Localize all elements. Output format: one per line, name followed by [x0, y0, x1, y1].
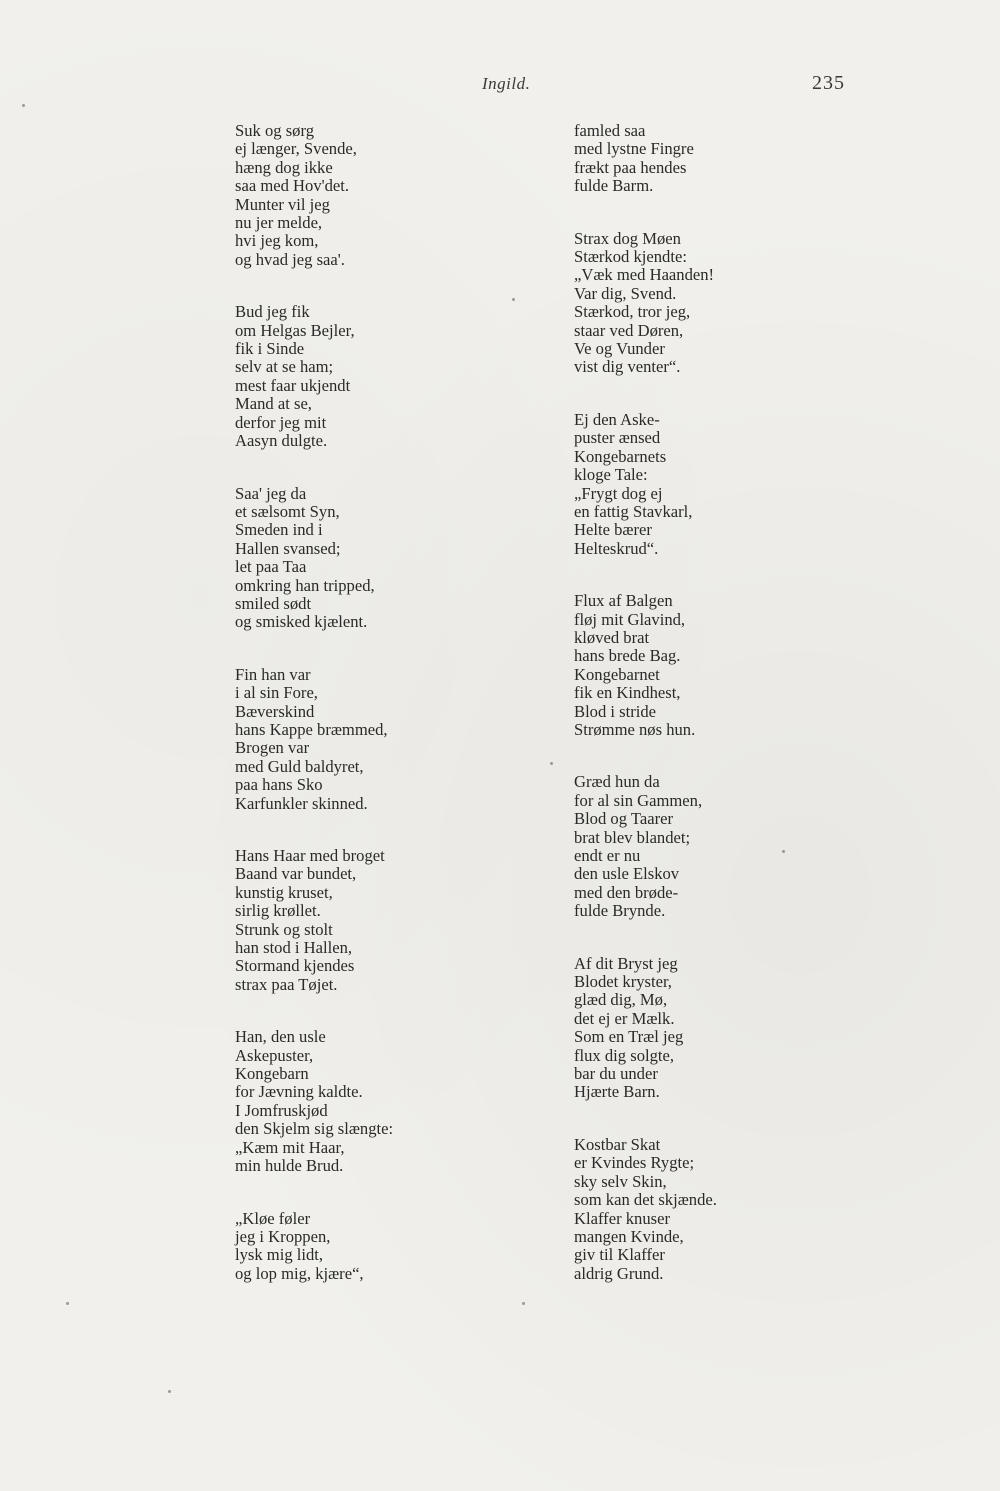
right-poem-column — [574, 122, 874, 1317]
verse-line: „Væk med Haanden! — [574, 265, 715, 285]
verse-line: Aasyn dulgte. — [235, 431, 328, 451]
verse-line: Suk og sørg — [235, 121, 314, 140]
stanza — [574, 122, 874, 196]
verse-line: og hvad jeg saa'. — [235, 249, 345, 269]
verse-line: „Frygt dog ej — [574, 483, 663, 503]
verse-line: Ve og Vunder — [574, 339, 665, 359]
stanza — [574, 411, 874, 558]
verse-line: hæng dog ikke — [235, 157, 333, 177]
verse-line: ej længer, Svende, — [235, 139, 357, 159]
verse-line: Brogen var — [235, 738, 310, 758]
left-poem-column — [235, 122, 535, 1317]
verse-line: Mand at se, — [235, 394, 312, 414]
verse-line: lysk mig lidt, — [235, 1245, 324, 1265]
verse-line: jeg i Kroppen, — [235, 1226, 331, 1246]
verse-line: Smeden ind i — [235, 520, 323, 540]
verse-line: derfor jeg mit — [235, 412, 327, 432]
verse-line: mest faar ukjendt — [235, 375, 351, 395]
stanza — [235, 1028, 535, 1175]
verse-line: kløved brat — [574, 627, 650, 647]
verse-line: hans brede Bag. — [574, 646, 681, 666]
verse-line: Blod i stride — [574, 701, 657, 721]
verse-line: med Guld baldyret, — [235, 756, 364, 776]
stanza — [235, 1210, 535, 1284]
verse-line: „Kæm mit Haar, — [235, 1137, 345, 1157]
verse-line: mangen Kvinde, — [574, 1226, 684, 1246]
verse-line: Ej den Aske- — [574, 409, 660, 429]
verse-line: Askepuster, — [235, 1045, 314, 1065]
verse-line: flux dig solgte, — [574, 1045, 675, 1065]
verse-line: den Skjelm sig slængte: — [235, 1119, 394, 1139]
verse-line: „Kløe føler — [235, 1208, 311, 1228]
stanza — [574, 1136, 874, 1283]
verse-line: fik i Sinde — [235, 339, 305, 359]
verse-line: Blodet kryster, — [574, 972, 672, 992]
verse-line: og smisked kjælent. — [235, 612, 368, 632]
verse-line: vist dig venter“. — [574, 357, 681, 377]
stanza — [235, 485, 535, 632]
verse-line: om Helgas Bejler, — [235, 320, 355, 340]
verse-line: Blod og Taarer — [574, 809, 673, 829]
verse-line: Helte bærer — [574, 520, 652, 540]
print-speck — [22, 104, 25, 107]
verse-line: staar ved Døren, — [574, 320, 684, 340]
verse-line: er Kvindes Rygte; — [574, 1153, 695, 1173]
verse-line: endt er nu — [574, 846, 641, 865]
verse-line: let paa Taa — [235, 557, 307, 577]
verse-line: Kongebarnets — [574, 446, 667, 466]
verse-line: Karfunkler skinned. — [235, 793, 368, 813]
stanza — [574, 955, 874, 1102]
verse-line: strax paa Tøjet. — [235, 974, 338, 994]
stanza — [574, 773, 874, 920]
print-speck — [782, 850, 785, 853]
verse-line: Kongebarn — [235, 1064, 309, 1084]
verse-line: Munter vil jeg — [235, 194, 330, 214]
verse-line: Af dit Bryst jeg — [574, 953, 678, 973]
stanza — [574, 230, 874, 377]
verse-line: Bud jeg fik — [235, 302, 310, 322]
verse-line: Stærkod, tror jeg, — [574, 302, 691, 322]
verse-line: smiled sødt — [235, 593, 312, 613]
stanza — [235, 303, 535, 450]
verse-line: Græd hun da — [574, 772, 660, 792]
verse-line: Kongebarnet — [574, 664, 660, 684]
stanza — [235, 122, 535, 269]
verse-line: han stod i Hallen, — [235, 938, 353, 958]
print-speck — [66, 1302, 69, 1305]
verse-line: selv at se ham; — [235, 357, 334, 377]
verse-line: med lystne Fingre — [574, 139, 694, 159]
verse-line: Hjærte Barn. — [574, 1082, 660, 1102]
verse-line: og lop mig, kjære“, — [235, 1263, 364, 1283]
verse-line: nu jer melde, — [235, 213, 323, 233]
verse-line: i al sin Fore, — [235, 683, 318, 703]
verse-line: for al sin Gammen, — [574, 790, 703, 810]
verse-line: Stærkod kjendte: — [574, 247, 687, 267]
verse-line: Bæverskind — [235, 701, 315, 721]
verse-line: Saa' jeg da — [235, 483, 307, 503]
verse-line: Helteskrud“. — [574, 538, 659, 558]
stanza — [574, 592, 874, 739]
page-number: 235 — [812, 72, 845, 94]
verse-line: omkring han tripped, — [235, 575, 375, 595]
verse-line: Hans Haar med broget — [235, 846, 385, 865]
verse-line: den usle Elskov — [574, 864, 680, 884]
print-speck — [522, 1302, 525, 1305]
verse-line: sirlig krøllet. — [235, 901, 321, 921]
verse-line: som kan det skjænde. — [574, 1190, 717, 1210]
verse-line: puster ænsed — [574, 428, 661, 448]
verse-line: Som en Træl jeg — [574, 1027, 684, 1047]
verse-line: fløj mit Glavind, — [574, 609, 686, 629]
verse-line: saa med Hov'det. — [235, 176, 350, 196]
print-speck — [550, 762, 553, 765]
stanza — [235, 666, 535, 813]
verse-line: famled saa — [574, 121, 646, 140]
verse-line: Han, den usle — [235, 1027, 326, 1047]
verse-line: for Jævning kaldte. — [235, 1082, 363, 1102]
verse-line: Hallen svansed; — [235, 538, 341, 558]
verse-line: giv til Klaffer — [574, 1245, 665, 1265]
verse-line: glæd dig, Mø, — [574, 990, 668, 1010]
verse-line: brat blev blandet; — [574, 827, 691, 847]
verse-line: Fin han var — [235, 664, 311, 684]
verse-line: Strømme nøs hun. — [574, 719, 696, 739]
verse-line: kloge Tale: — [574, 465, 648, 485]
verse-line: Var dig, Svend. — [574, 283, 677, 303]
verse-line: fik en Kindhest, — [574, 683, 681, 703]
verse-line: Strunk og stolt — [235, 919, 333, 939]
verse-line: paa hans Sko — [235, 775, 323, 795]
stanza — [235, 847, 535, 994]
verse-line: det ej er Mælk. — [574, 1008, 675, 1028]
verse-line: kunstig kruset, — [235, 882, 333, 902]
verse-line: Baand var bundet, — [235, 864, 357, 884]
verse-line: et sælsomt Syn, — [235, 501, 340, 521]
verse-line: en fattig Stavkarl, — [574, 501, 693, 521]
verse-line: sky selv Skin, — [574, 1171, 667, 1191]
verse-line: bar du under — [574, 1064, 658, 1084]
verse-line: hans Kappe bræmmed, — [235, 719, 388, 739]
verse-line: min hulde Brud. — [235, 1156, 344, 1176]
verse-line: Strax dog Møen — [574, 228, 681, 248]
verse-line: hvi jeg kom, — [235, 231, 319, 251]
verse-line: aldrig Grund. — [574, 1263, 664, 1283]
print-speck — [512, 298, 515, 301]
verse-line: Klaffer knuser — [574, 1208, 670, 1228]
running-title: Ingild. — [482, 74, 531, 93]
verse-line: fulde Barm. — [574, 176, 654, 196]
print-speck — [168, 1390, 171, 1393]
verse-line: Kostbar Skat — [574, 1134, 661, 1154]
verse-line: I Jomfruskjød — [235, 1100, 328, 1120]
verse-line: fulde Brynde. — [574, 901, 666, 921]
verse-line: Flux af Balgen — [574, 591, 673, 611]
verse-line: med den brøde- — [574, 882, 679, 902]
verse-line: frækt paa hendes — [574, 157, 687, 177]
verse-line: Stormand kjendes — [235, 956, 355, 976]
